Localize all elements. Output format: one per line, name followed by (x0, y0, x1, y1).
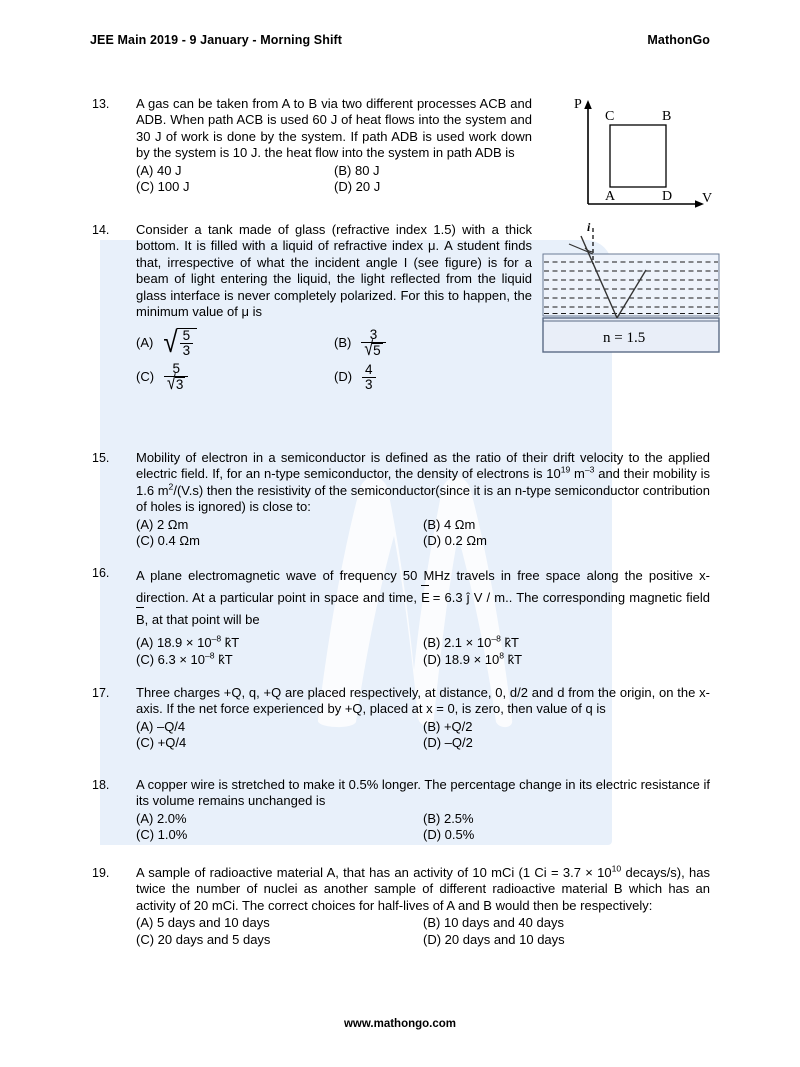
numerator: 4 (365, 361, 373, 377)
option-text: 2.5% (443, 810, 474, 826)
option-c[interactable] (136, 360, 334, 394)
question-18 (92, 777, 710, 844)
svg-text:n = 1.5: n = 1.5 (603, 330, 646, 346)
svg-text:B: B (662, 109, 672, 124)
question-15 (92, 450, 710, 549)
denominator: 3 (362, 377, 376, 392)
option-text: 20 days and 10 days (444, 931, 565, 947)
denominator (164, 372, 188, 394)
option-key: (C) (136, 179, 155, 195)
option-text: 0.5% (444, 827, 475, 843)
option-d[interactable] (423, 533, 710, 549)
header-exam-title: JEE Main 2019 - 9 January - Morning Shift (90, 33, 343, 47)
question-stem (136, 222, 532, 320)
option-text: 2.0% (156, 810, 187, 826)
option-text: 0.2 Ωm (444, 533, 487, 549)
option-c[interactable] (136, 827, 423, 843)
option-d[interactable] (423, 651, 710, 668)
header-brand: MathonGo (647, 33, 710, 47)
option-text: –Q/2 (444, 735, 473, 751)
option-key: (A) (136, 810, 154, 826)
option-key: (D) (423, 735, 442, 751)
question-14 (92, 222, 532, 394)
e-field-vector (421, 587, 430, 609)
stem-part-3: and their mobility is 1.6 m (136, 466, 710, 498)
stem-part-1: A sample of radioactive material A, that has an activity of 10 mCi (1 Ci = 3.7 × 10 (136, 865, 612, 880)
option-key: (B) (334, 335, 352, 351)
vector-arrow-bar (421, 585, 429, 586)
option-key: (C) (136, 931, 155, 947)
option-text: +Q/2 (443, 718, 473, 734)
question-stem (136, 450, 710, 516)
option-b[interactable] (423, 719, 710, 735)
sqrt-expression (364, 338, 382, 360)
option-text: 5 days and 10 days (156, 915, 270, 931)
option-a[interactable] (136, 719, 423, 735)
exponent-10: 10 (611, 863, 622, 874)
option-text: 2 Ωm (156, 516, 189, 532)
option-exponent: –8 (211, 633, 222, 644)
option-text: 80 J (354, 162, 380, 178)
question-stem: A copper wire is stretched to make it 0.5% longer. The percentage change in its electric resistance if its volume remains unchanged is (136, 777, 710, 809)
radical-sign: √ (364, 338, 374, 360)
option-key: (B) (423, 635, 441, 650)
option-key: (A) (136, 915, 154, 931)
option-key: (B) (334, 162, 352, 178)
option-unit: k̂T (507, 652, 523, 667)
denominator (361, 338, 385, 360)
option-key: (C) (136, 533, 155, 549)
numerator: 5 (172, 360, 180, 376)
option-key: (C) (136, 827, 155, 843)
options-list (136, 517, 710, 550)
glass-tank-figure (541, 222, 721, 354)
option-d[interactable] (423, 827, 710, 843)
question-number: 18. (92, 778, 110, 792)
option-key: (C) (136, 652, 155, 667)
option-key: (D) (423, 652, 442, 667)
mu-symbol: μ (241, 304, 249, 320)
option-text: 4 Ωm (443, 516, 476, 532)
option-d[interactable] (423, 735, 710, 751)
stem-part-3: is (248, 304, 262, 320)
option-key: (B) (423, 810, 441, 826)
option-unit: k̂T (504, 635, 519, 650)
e-symbol: E (421, 590, 430, 605)
option-a[interactable] (136, 326, 334, 360)
question-stem: Three charges +Q, q, +Q are placed respectively, at distance, 0, d/2 and d from the origin, on the x-axis. If the net force experienced by +Q, placed at x = 0, is zero, then value of q is (136, 685, 710, 717)
option-key: (A) (136, 718, 154, 734)
option-key: (D) (334, 179, 353, 195)
options-list (136, 326, 532, 394)
option-b[interactable] (423, 811, 710, 827)
svg-text:D: D (662, 189, 673, 204)
question-stem: A gas can be taken from A to B via two different processes ACB and ADB. When path ACB is used 60 J of heat flows into the system and 30 J of work is done by the system. If path ADB is used work down by the system is 10 J. the heat flow into the system in path ADB is (136, 96, 532, 161)
radicand: 5 (373, 342, 381, 358)
radical-sign: √ (163, 325, 178, 360)
numerator: 5 (182, 328, 191, 344)
option-key: (C) (136, 735, 155, 751)
option-b[interactable] (423, 634, 710, 651)
option-mantissa: 18.9 × 10 (444, 652, 500, 667)
option-b[interactable] (423, 517, 710, 533)
options-list (136, 915, 710, 948)
stem-part-2: . A student finds that, irrespective of what the incident angle I (see figure) is for a beam of light entering the liquid, the light reflected from the liquid glass interface is never completely polarized. For this to happen, the minimum value of (136, 238, 532, 320)
option-c[interactable] (136, 179, 334, 195)
fraction (180, 329, 194, 358)
sqrt-expression (167, 372, 185, 394)
option-d[interactable] (423, 932, 710, 948)
radicand: 3 (175, 376, 184, 392)
exponent-19: 19 (560, 465, 571, 476)
option-a[interactable] (136, 915, 423, 931)
option-mantissa: 2.1 × 10 (443, 635, 492, 650)
option-unit: k̂T (224, 635, 240, 650)
question-number: 14. (92, 223, 110, 237)
option-a[interactable] (136, 517, 423, 533)
question-stem (136, 565, 710, 631)
question-number: 15. (92, 451, 110, 465)
stem-part-2: decays/s), has twice the number of nuclei as another sample of different radioactive material B which has an activity of 20 mCi. The correct choices for half-lives of A and B would then be respectively: (136, 865, 710, 913)
svg-text:C: C (605, 109, 615, 124)
option-b[interactable] (334, 326, 532, 360)
option-key: (D) (423, 533, 442, 549)
option-mantissa: 6.3 × 10 (157, 652, 206, 667)
b-symbol: B (136, 612, 145, 627)
numerator: 3 (369, 326, 378, 342)
question-number: 16. (92, 566, 110, 580)
stem-part-4: /(V.s) then the resistivity of the semiconductor(since it is an n-type semiconductor contribution of holes is ignored) is close to: (136, 482, 710, 515)
denominator: 3 (180, 343, 194, 358)
question-number: 13. (92, 97, 110, 111)
option-key: (A) (136, 162, 154, 178)
radical-sign: √ (167, 372, 176, 394)
question-number: 19. (92, 866, 110, 880)
option-d[interactable] (334, 360, 532, 394)
options-list (136, 719, 710, 752)
option-text: 40 J (156, 162, 182, 178)
page-header (90, 33, 710, 47)
question-stem (136, 865, 710, 914)
options-list (136, 634, 710, 668)
option-c[interactable] (136, 735, 423, 751)
page-footer (0, 1018, 800, 1030)
option-exponent: –8 (205, 650, 215, 661)
option-text: 0.4 Ωm (157, 533, 200, 549)
stem-part-2: . The corresponding magnetic field (508, 590, 710, 605)
exponent-2: 2 (168, 481, 174, 492)
option-a[interactable] (136, 811, 423, 827)
option-text: 10 days and 40 days (443, 915, 564, 931)
option-a[interactable] (136, 163, 334, 179)
option-c[interactable] (136, 651, 423, 668)
sqrt-expression (163, 325, 197, 360)
option-key: (B) (423, 915, 441, 931)
option-d[interactable] (334, 179, 532, 195)
fraction (362, 363, 376, 392)
option-exponent: 8 (499, 650, 505, 661)
option-mantissa: 18.9 × 10 (156, 635, 212, 650)
option-key: (A) (136, 635, 154, 650)
option-text: 1.0% (157, 827, 188, 843)
stem-part-1: Consider a tank made of glass (refractive index 1.5) with a thick bottom. It is filled with a liquid of refractive index (136, 222, 532, 254)
option-unit: k̂T (218, 652, 233, 667)
svg-text:P: P (574, 97, 582, 112)
option-key: (A) (136, 335, 154, 351)
option-key: (B) (423, 516, 441, 532)
question-19 (92, 865, 710, 948)
e-field-value: = 6.3 ĵ V / m. (432, 590, 509, 605)
option-text: 20 J (355, 179, 381, 195)
options-list (136, 811, 710, 844)
vector-arrow-bar (136, 607, 144, 608)
option-key: (C) (136, 369, 155, 385)
fraction (361, 328, 385, 359)
mu-symbol: μ (428, 238, 436, 254)
option-text: 100 J (157, 179, 190, 195)
fraction (164, 362, 188, 393)
option-c[interactable] (136, 533, 423, 549)
exponent-minus3: –3 (584, 465, 595, 476)
option-key: (D) (423, 931, 442, 947)
option-text: –Q/4 (156, 718, 186, 734)
stem-part-3: , at that point will be (144, 612, 260, 627)
option-key: (D) (423, 827, 442, 843)
option-key: (D) (334, 369, 353, 385)
question-17 (92, 685, 710, 752)
stem-part-1: A plane electromagnetic wave of frequency 50 MHz travels in free space along the positive x-direction. At a particular point in space and time, (136, 568, 710, 605)
option-text: 20 days and 5 days (157, 931, 271, 947)
pv-diagram-figure (566, 92, 714, 214)
options-list (136, 163, 532, 196)
stem-part-2: m (570, 466, 585, 482)
svg-text:i: i (587, 222, 591, 234)
stem-part-1: Mobility of electron in a semiconductor is defined as the ratio of their drift velocity to the applied electric field. If, for an n-type semiconductor, the density of electrons is 10 (136, 450, 710, 482)
question-13 (92, 96, 532, 195)
footer-url: www.mathongo.com (343, 1018, 457, 1030)
option-key: (B) (423, 718, 441, 734)
option-b[interactable] (423, 915, 710, 931)
option-b[interactable] (334, 163, 532, 179)
option-c[interactable] (136, 932, 423, 948)
question-number: 17. (92, 686, 110, 700)
question-16 (92, 565, 710, 668)
svg-text:V: V (702, 191, 713, 206)
option-text: +Q/4 (157, 735, 187, 751)
b-field-vector (136, 609, 145, 631)
option-key: (A) (136, 516, 154, 532)
svg-text:A: A (605, 189, 616, 204)
option-exponent: –8 (491, 633, 501, 644)
option-a[interactable] (136, 634, 423, 651)
